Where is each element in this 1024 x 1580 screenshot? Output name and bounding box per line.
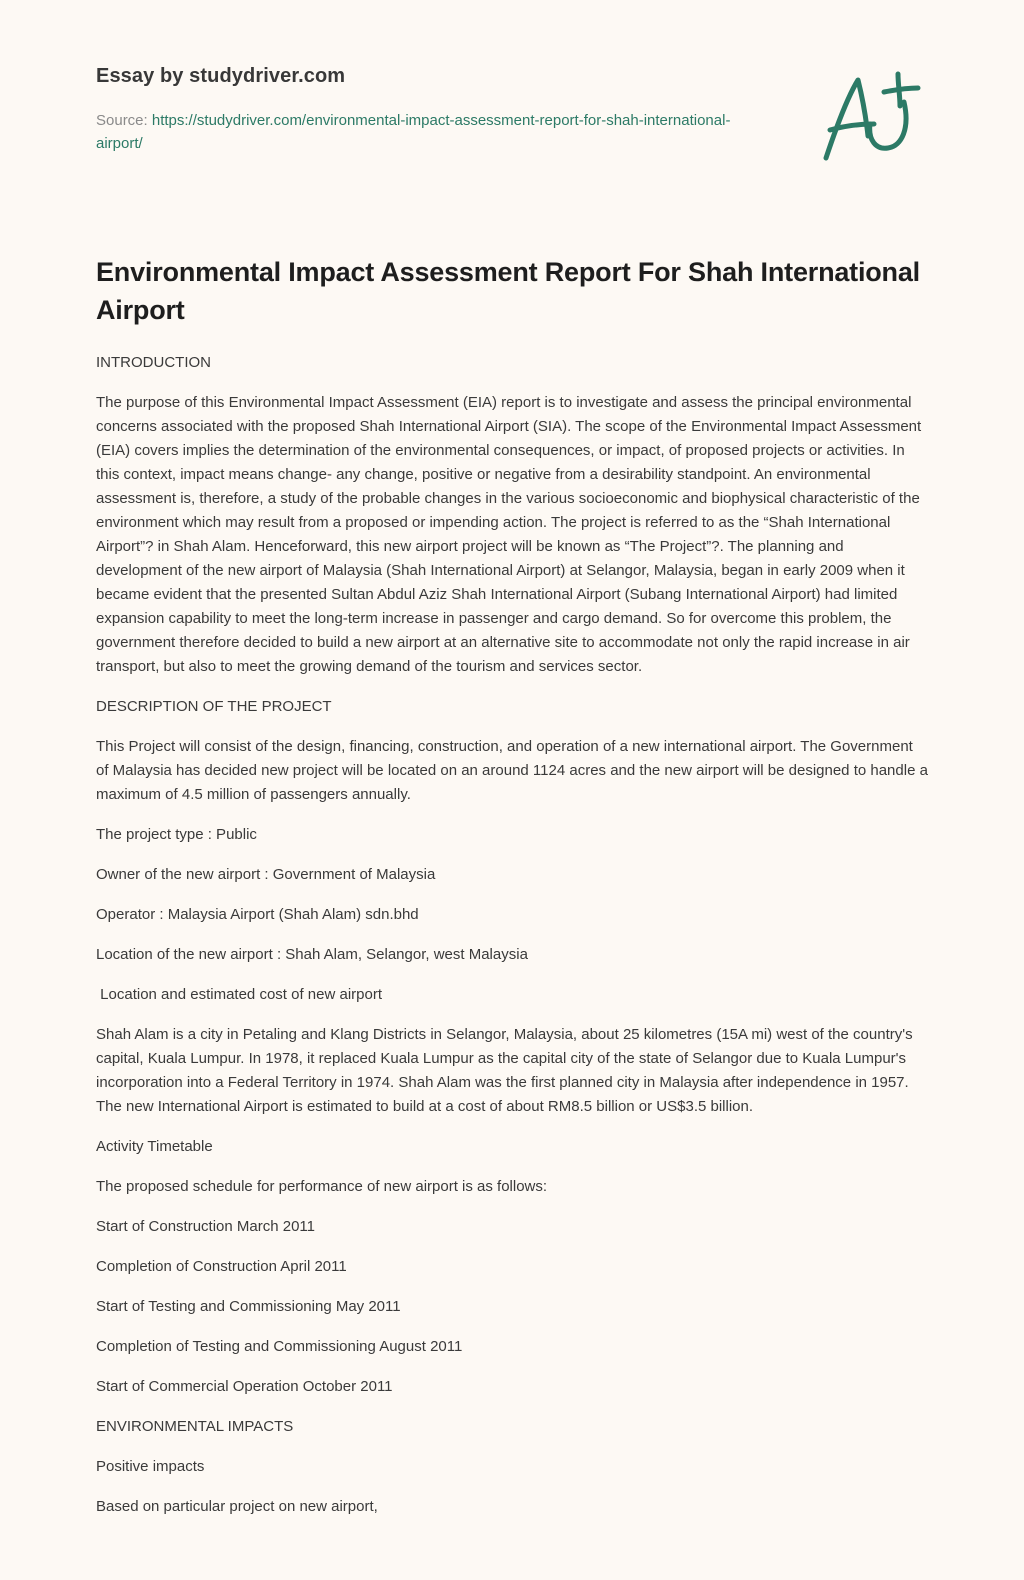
- section-heading-environmental-impacts: ENVIRONMENTAL IMPACTS: [96, 1418, 294, 1435]
- section-heading-description: DESCRIPTION OF THE PROJECT: [96, 698, 332, 715]
- project-location: Location of the new airport : Shah Alam, Selangor, west Malaysia: [96, 946, 528, 963]
- subheading-positive-impacts: Positive impacts: [96, 1458, 205, 1475]
- section-heading-introduction: INTRODUCTION: [96, 354, 211, 371]
- timetable-item: Start of Testing and Commissioning May 2011: [96, 1298, 401, 1315]
- section-heading-location-cost: Location and estimated cost of new airport: [96, 986, 382, 1003]
- project-owner: Owner of the new airport : Government of Malaysia: [96, 866, 436, 883]
- timetable-item: Start of Construction March 2011: [96, 1218, 315, 1235]
- timetable-item: Completion of Construction April 2011: [96, 1258, 347, 1275]
- essay-content: [96, 253, 928, 1535]
- paragraph-introduction: The purpose of this Environmental Impact Assessment (EIA) report is to investigate and assess the principal environmental concerns associated with the proposed Shah International Airport (SIA). The scope of the Environmental Impact Assessment (EIA) covers implies the determination of the environmental consequences, or impact, of proposed projects or activities. In this context, impact means change- any change, positive or negative from a desirability standpoint. An environmental assessment is, therefore, a study of the probable changes in the various socioeconomic and biophysical characteristic of the environment which may result from a proposed or impending action. The project is referred to as the “Shah International Airport”? in Shah Alam. Henceforward, this new airport project will be known as “The Project”?. The planning and development of the new airport of Malaysia (Shah International Airport) at Selangor, Malaysia, began in early 2009 when it became evident that the presented Sultan Abdul Aziz Shah International Airport (Subang International Airport) had limited expansion capability to meet the long-term increase in passenger and cargo demand. So for overcome this problem, the government therefore decided to build a new airport at an alternative site to accommodate not only the rapid increase in air transport, but also to meet the growing demand of the tourism and services sector.: [96, 394, 922, 675]
- paragraph-description: This Project will consist of the design, financing, construction, and operation of a new international airport. The Government of Malaysia has decided new project will be located on an around 1124 acres and the new airport will be designed to handle a maximum of 4.5 million of passengers annually.: [96, 738, 928, 803]
- source-line: [96, 109, 736, 155]
- a-plus-grade-icon: [818, 66, 928, 166]
- source-link[interactable]: https://studydriver.com/environmental-impact-assessment-report-for-shah-international-airport/: [96, 112, 731, 152]
- timetable-intro: The proposed schedule for performance of new airport is as follows:: [96, 1178, 548, 1195]
- paragraph-positive-impacts: Based on particular project on new airport,: [96, 1498, 378, 1515]
- timetable-item: Start of Commercial Operation October 2011: [96, 1378, 393, 1395]
- section-heading-timetable: Activity Timetable: [96, 1138, 213, 1155]
- site-brand: Essay by studydriver.com: [96, 65, 346, 87]
- site-header: [96, 62, 736, 155]
- timetable-item: Completion of Testing and Commissioning August 2011: [96, 1338, 463, 1355]
- paragraph-location-cost: Shah Alam is a city in Petaling and Klang Districts in Selangor, Malaysia, about 25 kilometres (15A mi) west of the country's capital, Kuala Lumpur. In 1978, it replaced Kuala Lumpur as the capital city of the state of Selangor due to Kuala Lumpur's incorporation into a Federal Territory in 1974. Shah Alam was the first planned city in Malaysia after independence in 1957. The new International Airport is estimated to build at a cost of about RM8.5 billion or US$3.5 billion.: [96, 1026, 913, 1115]
- source-label: Source:: [96, 112, 152, 129]
- project-type: The project type : Public: [96, 826, 257, 843]
- project-operator: Operator : Malaysia Airport (Shah Alam) sdn.bhd: [96, 906, 419, 923]
- essay-title: Environmental Impact Assessment Report For Shah International Airport: [96, 257, 920, 325]
